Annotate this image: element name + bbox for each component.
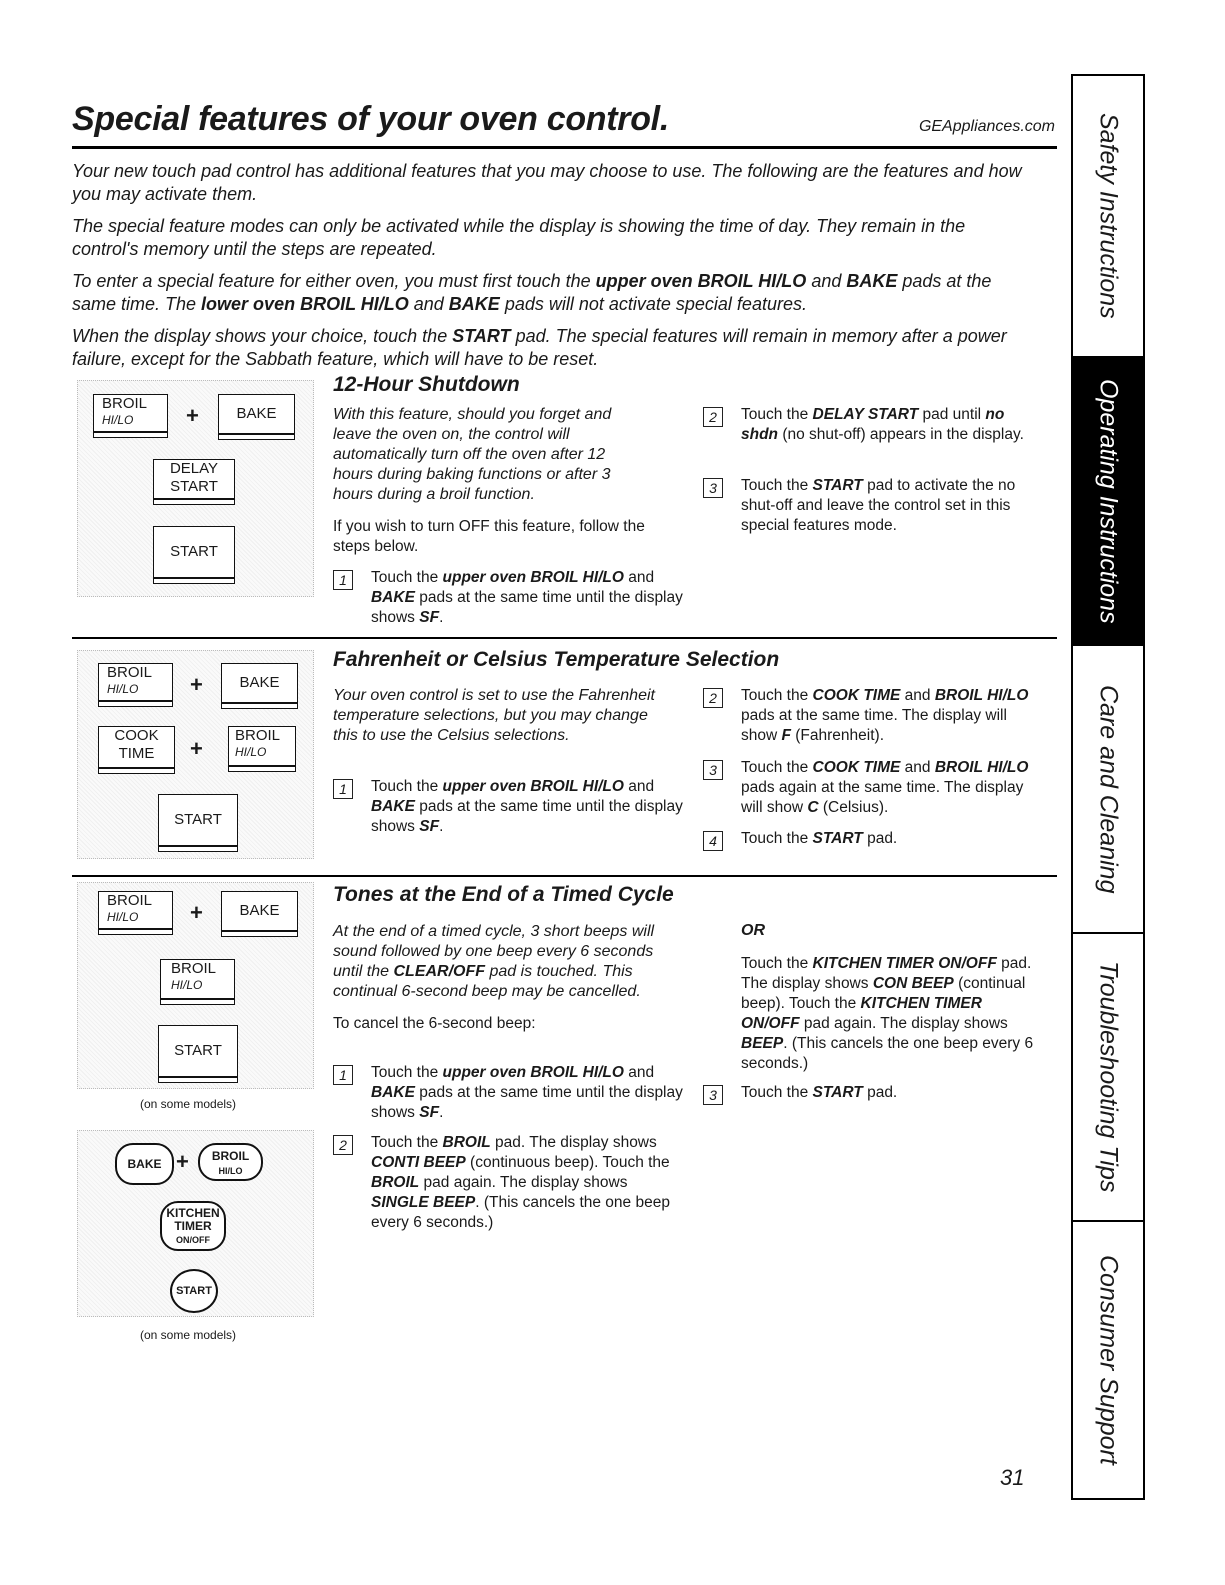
step-item: 2 Touch the BROIL pad. The display shows CONTI BEEP (continuous beep). Touch the BROIL pad again. The display shows SINGLE BEEP. (This cancels the one beep every 6 seconds.): [333, 1133, 688, 1233]
plus-sign: +: [190, 900, 203, 925]
start-pad: START: [170, 1269, 218, 1313]
intro-text: [72, 160, 1032, 380]
cook-time-pad: COOK TIME: [98, 726, 175, 774]
header-rule: [72, 146, 1057, 149]
section-divider: [72, 637, 1057, 639]
delay-start-pad: DELAY START: [153, 459, 235, 505]
bake-pad: BAKE: [115, 1143, 174, 1185]
intro-para: Your new touch pad control has additional features that you may choose to use. The following are the features and how you may activate them.: [72, 161, 1022, 204]
site-url: GEAppliances.com: [918, 118, 1055, 135]
section-intro-text: With this feature, should you forget and leave the oven on, the control will automatically turn off the oven after 12 hours during baking functions or after 3 hours during a broil function.: [333, 406, 612, 503]
page-number: 31: [1000, 1465, 1025, 1490]
section-note: To cancel the 6-second beep:: [333, 1015, 536, 1032]
broil-hilo-pad: BROIL HI/LO: [160, 959, 235, 1005]
section-tabs: [1071, 74, 1145, 1500]
intro-para: The special feature modes can only be activated while the display is showing the time of day. They remain in the control's memory until the steps are repeated.: [72, 216, 966, 259]
section-intro: [333, 405, 648, 557]
step-item: 2 Touch the COOK TIME and BROIL HI/LO pads at the same time. The display will show F (Fahrenheit).: [703, 686, 1043, 746]
tab-operating-instructions[interactable]: Operating Instructions: [1073, 358, 1143, 646]
or-label: OR: [741, 922, 765, 939]
tab-consumer-support[interactable]: Consumer Support: [1094, 1255, 1123, 1465]
section-intro: [333, 922, 663, 1034]
step-item: 3 Touch the COOK TIME and BROIL HI/LO pads again at the same time. The display will show C (Celsius).: [703, 758, 1043, 818]
step-item: 1 Touch the upper oven BROIL HI/LO and BAKE pads at the same time until the display shows SF.: [333, 568, 688, 628]
bake-pad: BAKE: [221, 891, 298, 937]
section-intro-text: At the end of a timed cycle, 3 short beeps will sound followed by one beep every 6 seconds until the CLEAR/OFF pad is touched. This continual 6-second beep may be cancelled.: [333, 923, 655, 1000]
step-item: 1 Touch the upper oven BROIL HI/LO and BAKE pads at the same time until the display shows SF.: [333, 1063, 688, 1123]
broil-hilo-pad: BROIL HI/LO: [198, 1143, 263, 1181]
start-pad: START: [158, 794, 238, 852]
start-pad: START: [158, 1025, 238, 1083]
intro-para: When the display shows your choice, touch the START pad. The special features will remain in memory after a power failure, except for the Sabbath feature, which will have to be reset.: [72, 326, 1007, 369]
alternative-instructions: Touch the KITCHEN TIMER ON/OFF pad. The display shows CON BEEP (continual beep). Touch the KITCHEN TIMER ON/OFF pad again. The display shows BEEP. (This cancels the one beep every 6 seconds.): [741, 955, 1034, 1072]
section-title: Tones at the End of a Timed Cycle: [333, 883, 674, 906]
caption: (on some models): [140, 1328, 237, 1342]
step-item: 3 Touch the START pad.: [703, 1083, 1043, 1103]
plus-sign: +: [190, 672, 203, 697]
plus-sign: +: [176, 1149, 189, 1174]
bake-pad: BAKE: [218, 394, 295, 440]
tab-safety-instructions[interactable]: Safety Instructions: [1073, 76, 1143, 358]
intro-para: To enter a special feature for either oven, you must first touch the upper oven BROIL HI/LO and BAKE pads at the same time. The lower oven BROIL HI/LO and BAKE pads will not activate special features.: [72, 271, 992, 314]
step-item: 3 Touch the START pad to activate the no shut-off and leave the control set in this special features mode.: [703, 476, 1043, 536]
plus-sign: +: [186, 403, 199, 428]
plus-sign: +: [190, 736, 203, 761]
section-title: Fahrenheit or Celsius Temperature Selection: [333, 648, 780, 671]
step-item: 1 Touch the upper oven BROIL HI/LO and BAKE pads at the same time until the display shows SF.: [333, 777, 688, 837]
broil-hilo-pad: BROIL HI/LO: [228, 726, 296, 772]
caption: (on some models): [140, 1097, 237, 1111]
broil-hilo-pad: BROIL HI/LO: [98, 663, 173, 707]
section-note: If you wish to turn OFF this feature, follow the steps below.: [333, 518, 645, 555]
section-divider: [72, 875, 1057, 877]
section-title: 12-Hour Shutdown: [333, 373, 520, 396]
step-item: 4 Touch the START pad.: [703, 829, 1043, 849]
kitchen-timer-pad: KITCHEN TIMER ON/OFF: [160, 1201, 226, 1251]
broil-hilo-pad: BROIL HI/LO: [98, 891, 173, 935]
section-intro: [333, 686, 663, 746]
section-intro-text: Your oven control is set to use the Fahrenheit temperature selections, but you may change this to use the Celsius selections.: [333, 687, 655, 744]
control-panel-illustration: [77, 650, 314, 859]
start-pad: START: [153, 526, 235, 584]
tab-care-and-cleaning[interactable]: Care and Cleaning: [1073, 646, 1143, 934]
bake-pad: BAKE: [221, 663, 298, 709]
broil-hilo-pad: BROIL HI/LO: [93, 394, 168, 438]
step-item: 2 Touch the DELAY START pad until no shdn (no shut-off) appears in the display.: [703, 405, 1043, 445]
control-panel-illustration: [77, 380, 314, 597]
control-panel-illustration: [77, 1130, 314, 1317]
page-title: Special features of your oven control.: [72, 100, 669, 138]
tab-troubleshooting-tips[interactable]: Troubleshooting Tips: [1073, 934, 1143, 1222]
control-panel-illustration: [77, 882, 314, 1089]
